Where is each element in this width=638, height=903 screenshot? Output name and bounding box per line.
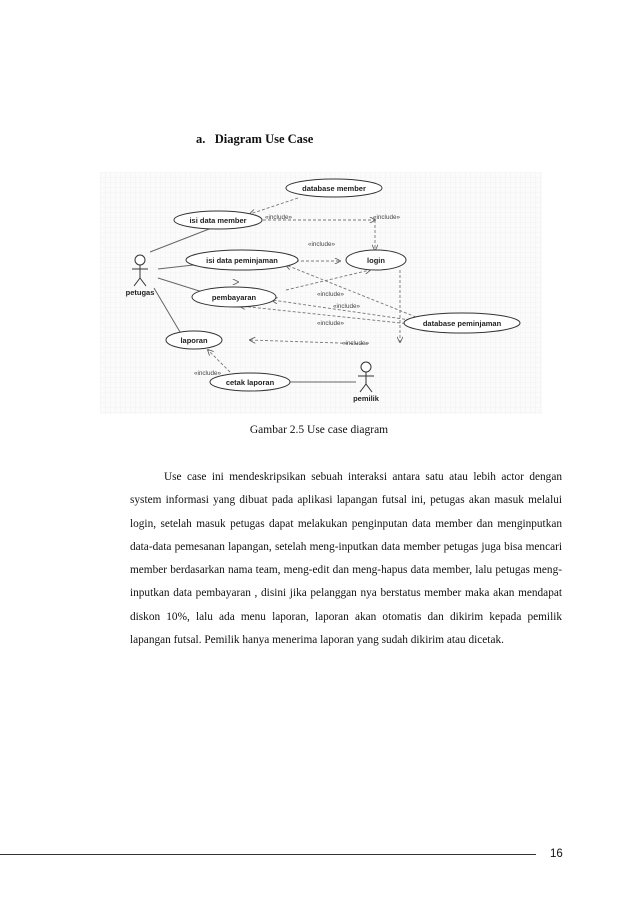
section-heading <box>196 132 313 147</box>
label-database-peminjaman: database peminjaman <box>422 319 502 328</box>
page-number: 16 <box>550 848 563 860</box>
figure-caption: Gambar 2.5 Use case diagram <box>249 424 389 436</box>
label-isi-data-peminjaman: isi data peminjaman <box>206 256 278 265</box>
label-isi-data-member: isi data member <box>189 216 247 225</box>
include-label: «include» <box>333 303 360 310</box>
include-label: «include» <box>373 214 400 221</box>
label-database-member: database member <box>302 184 366 193</box>
label-cetak-laporan: cetak laporan <box>225 378 275 387</box>
section-marker: a. <box>196 132 206 146</box>
label-pembayaran: pembayaran <box>211 293 257 302</box>
use-case-diagram <box>100 172 542 414</box>
include-label: «include» <box>342 340 369 347</box>
body-paragraph: Use case ini mendeskripsikan sebuah interaksi antara satu atau lebih actor dengan system informasi yang dibuat pada aplikasi lapangan futsal ini, petugas akan masuk melalui login, setelah masuk petugas dapat melakukan penginputan data member dan menginputkan data-data pemesanan lapangan, setelah meng-inputkan data member petugas juga bisa mencari member berdasarkan nama team, meng-edit dan meng-hapus data member, lalu petugas meng-inputkan data pembayaran , disini jika pelanggan nya berstatus member maka akan mendapat diskon 10%, lalu ada menu laporan, laporan akan otomatis dan dikirim kepada pemilik lapangan futsal. Pemilik hanya menerima laporan yang sudah dikirim atau dicetak. <box>130 471 562 647</box>
footer-divider <box>0 854 536 855</box>
include-label: «include» <box>317 291 344 298</box>
label-login: login <box>367 256 385 265</box>
include-label: «include» <box>308 241 335 248</box>
label-laporan: laporan <box>180 336 208 345</box>
actor-petugas-label: petugas <box>125 288 155 297</box>
include-label: «include» <box>194 370 221 377</box>
include-label: «include» <box>265 214 292 221</box>
actor-pemilik-label: pemilik <box>353 394 379 403</box>
include-label: «include» <box>317 320 344 327</box>
section-title: Diagram Use Case <box>214 132 314 146</box>
